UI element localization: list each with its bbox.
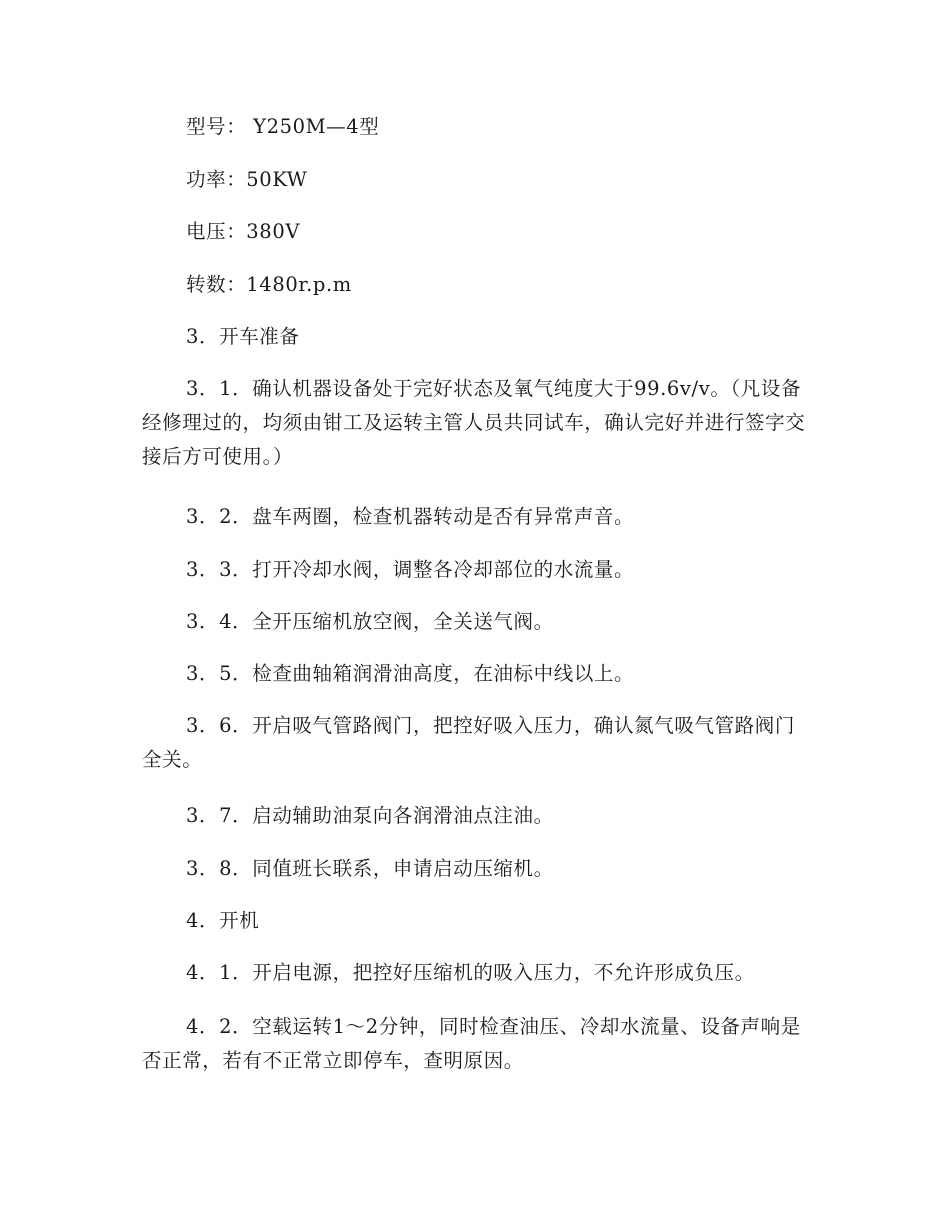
step-3-4: 3．4．全开压缩机放空阀，全关送气阀。 bbox=[186, 610, 554, 633]
motor-power-line: 功率：50KW bbox=[186, 168, 308, 191]
motor-model-line: 型号： Y250M—4型 bbox=[186, 115, 380, 138]
section-heading-start-machine: 4．开机 bbox=[186, 909, 260, 932]
step-4-2: 4．2．空载运转1～2分钟，同时检查油压、冷却水流量、设备声响是否正常，若有不正常立即停车，查明原因。 bbox=[142, 1015, 801, 1072]
step-3-8: 3．8．同值班长联系，申请启动压缩机。 bbox=[186, 857, 554, 880]
motor-voltage-line: 电压：380V bbox=[186, 220, 301, 243]
step-3-6: 3．6．开启吸气管路阀门，把控好吸入压力，确认氮气吸气管路阀门全关。 bbox=[142, 714, 795, 771]
section-heading-startup-prep: 3．开车准备 bbox=[186, 325, 300, 348]
step-3-3: 3．3．打开冷却水阀，调整各冷却部位的水流量。 bbox=[186, 558, 635, 581]
step-3-1: 3．1．确认机器设备处于完好状态及氧气纯度大于99.6v/v。（凡设备经修理过的，均须由钳工及运转主管人员共同试车，确认完好并进行签字交接后方可使用。） bbox=[142, 377, 806, 468]
motor-speed-line: 转数：1480r.p.m bbox=[186, 273, 352, 296]
step-3-7: 3．7．启动辅助油泵向各润滑油点注油。 bbox=[186, 804, 554, 827]
step-3-2: 3．2．盘车两圈，检查机器转动是否有异常声音。 bbox=[186, 505, 635, 528]
step-3-5: 3．5．检查曲轴箱润滑油高度，在油标中线以上。 bbox=[186, 662, 635, 685]
step-4-1: 4．1．开启电源，把控好压缩机的吸入压力，不允许形成负压。 bbox=[186, 961, 755, 984]
